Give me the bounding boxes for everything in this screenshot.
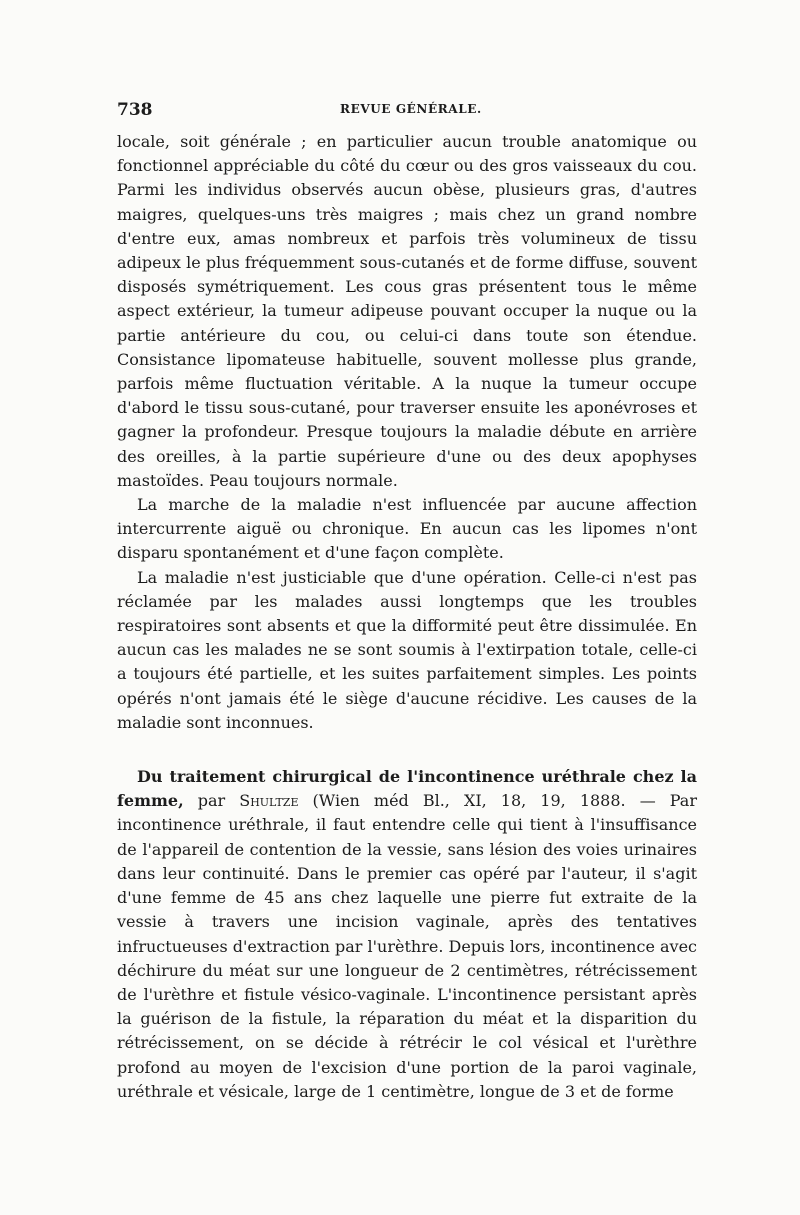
- page-header: [117, 94, 697, 130]
- running-title: REVUE GÉNÉRALE.: [340, 102, 482, 116]
- article-title: Du traitement chirurgical de l'incontinence uréthrale chez la femme,: [117, 767, 697, 811]
- article-body: — Par incontinence uréthrale, il faut entendre celle qui tient à l'insuffisance de l'appareil de contention de la vessie, sans lésion des voies urinaires dans leur continuité. Dans le premier cas opéré par l'auteur, il s'agit d'une femme de 45 ans chez laquelle une pierre fut extraite de la vessie à travers une incision vaginale, après des tentatives infructueuses d'extraction par l'urèthre. Depuis lors, incontinence avec déchirure du méat sur une longueur de 2 centimètres, rétrécissement de l'urèthre et fistule vésico-vaginale. L'incontinence persistant après la guérison de la fistule, la réparation du méat et la disparition du rétrécissement, on se décide à rétrécir le col vésical et l'urèthre profond au moyen de l'excision d'une portion de la paroi vaginale, uréthrale et vésicale, large de 1 centimètre, longue de 3 et de forme: [117, 791, 698, 1101]
- paragraph-1: locale, soit générale ; en particulier aucun trouble anatomique ou fonctionnel appréciable du côté du cœur ou des gros vaisseaux du cou. Parmi les individus observés aucun obèse, plusieurs gras, d'autres maigres, quelques-uns très maigres ; mais chez un grand nombre d'entre eux, amas nombreux et parfois très volumineux de tissu adipeux le plus fréquemment sous-cutanés et de forme diffuse, souvent disposés symétriquement. Les cous gras présentent tous le même aspect extérieur, la tumeur adipeuse pouvant occuper la nuque ou la partie antérieure du cou, ou celui-ci dans toute son étendue. Consistance lipomateuse habituelle, souvent mollesse plus grande, parfois même fluctuation véritable. A la nuque la tumeur occupe d'abord le tissu sous-cutané, pour traverser ensuite les aponévroses et gagner la profondeur. Presque toujours la maladie débute en arrière des oreilles, à la partie supérieure d'une ou des deux apophyses mastoïdes. Peau toujours normale.: [117, 132, 697, 490]
- paragraph-2: La marche de la maladie n'est influencée par aucune affection intercurrente aiguë ou chronique. En aucun cas les lipomes n'ont disparu spontanément et d'une façon complète.: [117, 495, 697, 563]
- article-citation: (Wien méd Bl., XI, 18, 19, 1888.: [312, 791, 626, 811]
- document-page: [117, 94, 697, 1104]
- article-by: par: [197, 791, 226, 811]
- article-author: Shultze: [239, 791, 299, 811]
- article-paragraph: [117, 765, 697, 1104]
- page-number: 738: [117, 100, 153, 120]
- section-gap: [117, 735, 697, 765]
- paragraph-3: La maladie n'est justiciable que d'une opération. Celle-ci n'est pas réclamée par les malades aussi longtemps que les troubles respiratoires sont absents et que la difformité peut être dissimulée. En aucun cas les malades ne se sont soumis à l'extirpation totale, celle-ci a toujours été partielle, et les suites parfaitement simples. Les points opérés n'ont jamais été le siège d'aucune récidive. Les causes de la maladie sont inconnues.: [117, 567, 697, 732]
